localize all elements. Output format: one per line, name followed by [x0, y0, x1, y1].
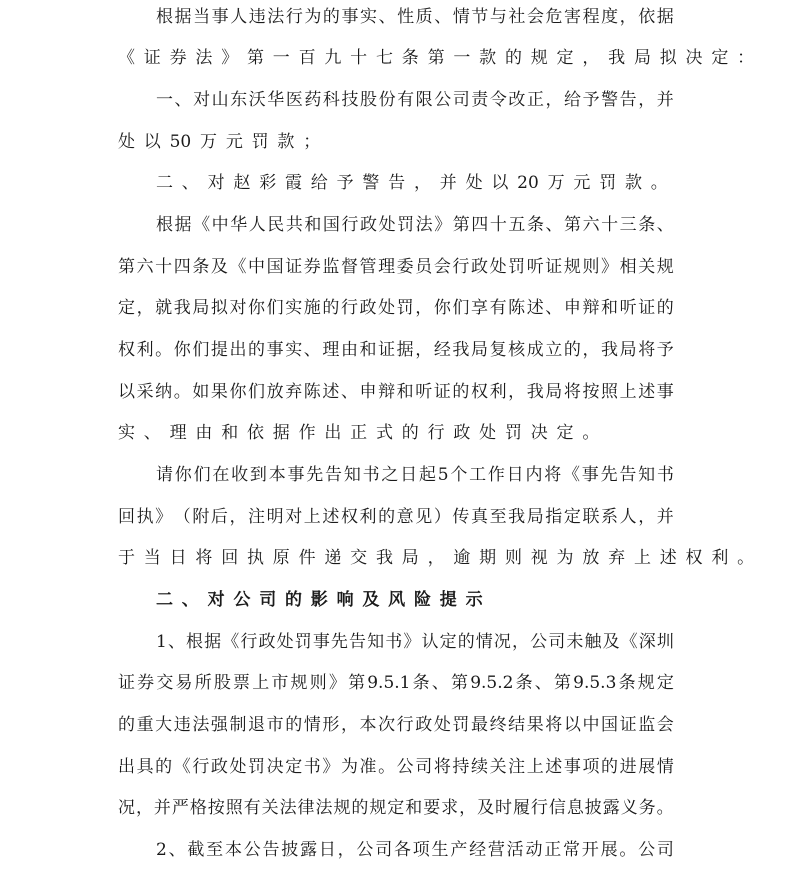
paragraph-line: 请 你 们 在 收 到 本 事 先 告 知 书 之 日 起 5 个 工 作 日 内 将 《 事 先 告 知 书: [156, 465, 674, 485]
paragraph-line: 根 据 当 事 人 违 法 行 为 的 事 实 、 性 质 、 情 节 与 社 会 危 害 程 度 ， 依 据: [156, 7, 674, 27]
paragraph-line: 处 以 50 万 元 罚 款 ；: [118, 132, 321, 152]
paragraph-line: 的 重 大 违 法 强 制 退 市 的 情 形 ， 本 次 行 政 处 罚 最 终 结 果 将 以 中 国 证 监 会: [118, 715, 674, 735]
section-heading: 二 、 对 公 司 的 影 响 及 风 险 提 示: [156, 590, 483, 610]
paragraph-line: 况 ， 并 严 格 按 照 有 关 法 律 法 规 的 规 定 和 要 求 ， 及 时 履 行 信 息 披 露 义 务 。: [118, 798, 674, 818]
paragraph-line: 以 采 纳 。 如 果 你 们 放 弃 陈 述 、 申 辩 和 听 证 的 权 利 ， 我 局 将 按 照 上 述 事: [118, 382, 674, 402]
paragraph-line: 于 当 日 将 回 执 原 件 递 交 我 局 ， 逾 期 则 视 为 放 弃 上 述 权 利 。: [118, 548, 755, 568]
paragraph-line: 权 利 。 你 们 提 出 的 事 实 、 理 由 和 证 据 ， 经 我 局 复 核 成 立 的 ， 我 局 将 予: [118, 340, 674, 360]
paragraph-line: 2 、 截 至 本 公 告 披 露 日 ， 公 司 各 项 生 产 经 营 活 动 正 常 开 展 。 公 司: [156, 840, 674, 860]
paragraph-line: 一 、 对 山 东 沃 华 医 药 科 技 股 份 有 限 公 司 责 令 改 正 ， 给 予 警 告 ， 并: [156, 90, 674, 110]
paragraph-line: 第 六 十 四 条 及 《 中 国 证 券 监 督 管 理 委 员 会 行 政 处 罚 听 证 规 则 》 相 关 规: [118, 257, 674, 277]
paragraph-line: 证 券 交 易 所 股 票 上 市 规 则 》 第 9.5.1 条 、 第 9.5.2 条 、 第 9.5.3 条 规 定: [118, 673, 674, 693]
paragraph-line: 实 、 理 由 和 依 据 作 出 正 式 的 行 政 处 罚 决 定 。: [118, 423, 600, 443]
paragraph-line: 《 证 券 法 》 第 一 百 九 十 七 条 第 一 款 的 规 定 ， 我 局 拟 决 定 ：: [118, 48, 755, 68]
paragraph-line: 回 执 》 （ 附 后 ， 注 明 对 上 述 权 利 的 意 见 ） 传 真 至 我 局 指 定 联 系 人 ， 并: [118, 507, 674, 527]
paragraph-line: 定 ， 就 我 局 拟 对 你 们 实 施 的 行 政 处 罚 ， 你 们 享 有 陈 述 、 申 辩 和 听 证 的: [118, 298, 674, 318]
paragraph-line: 1 、 根 据 《 行 政 处 罚 事 先 告 知 书 》 认 定 的 情 况 ， 公 司 未 触 及 《 深 圳: [156, 632, 674, 652]
paragraph-line: 根 据 《 中 华 人 民 共 和 国 行 政 处 罚 法 》 第 四 十 五 条 、 第 六 十 三 条 、: [156, 215, 674, 235]
paragraph-line: 二 、 对 赵 彩 霞 给 予 警 告 ， 并 处 以 20 万 元 罚 款 。: [156, 173, 668, 193]
paragraph-line: 出 具 的 《 行 政 处 罚 决 定 书 》 为 准 。 公 司 将 持 续 关 注 上 述 事 项 的 进 展 情: [118, 757, 674, 777]
